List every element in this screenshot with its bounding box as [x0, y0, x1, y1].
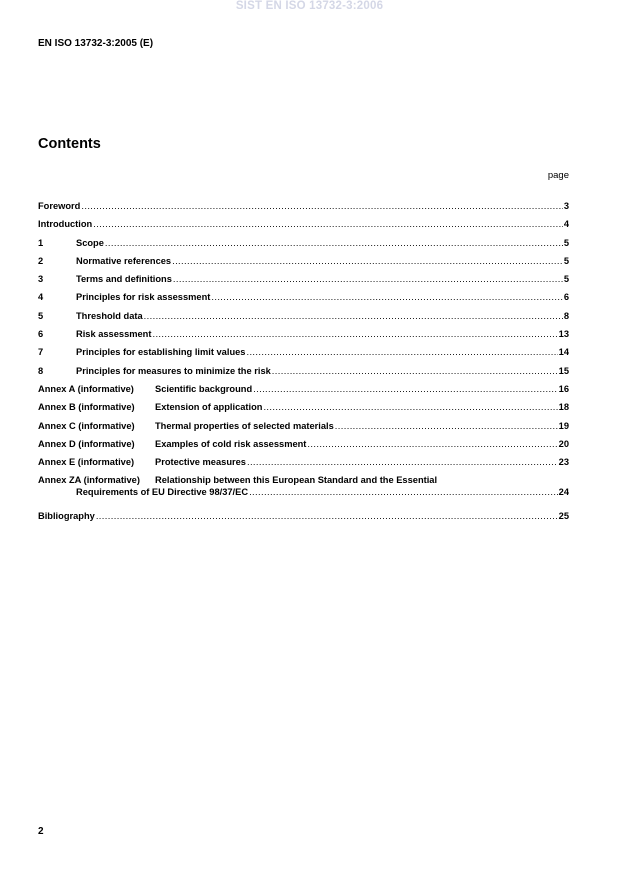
toc-section-number: 1 [38, 237, 44, 248]
toc-section-number: 5 [38, 310, 44, 321]
toc-page-number: 19 [558, 420, 569, 431]
toc-title: Extension of application [155, 402, 263, 413]
toc-leader-dots [307, 439, 557, 449]
toc-page-number: 15 [558, 365, 569, 376]
toc-page-number: 14 [558, 347, 569, 358]
toc-leader-dots [173, 274, 563, 284]
toc-entry-annex-d[interactable] [38, 439, 569, 457]
toc-page-number: 23 [558, 457, 569, 468]
toc-entry-normative-references[interactable] [38, 256, 569, 274]
toc-annex-label: Annex A (informative) [38, 383, 134, 394]
toc-title: Bibliography [38, 511, 95, 522]
toc-leader-dots [93, 219, 563, 229]
toc-entry-scope[interactable] [38, 238, 569, 256]
toc-section-number: 3 [38, 274, 44, 285]
toc-title: Examples of cold risk assessment [155, 438, 307, 449]
toc-entry-annex-a[interactable] [38, 384, 569, 402]
toc-entry-limit-values[interactable] [38, 347, 569, 365]
toc-page-number: 5 [563, 237, 569, 248]
toc-page-number: 18 [558, 402, 569, 413]
toc-section-number: 6 [38, 329, 44, 340]
toc-annex-label: Annex D (informative) [38, 438, 135, 449]
toc-annex-label: Annex B (informative) [38, 402, 135, 413]
toc-annex-label: Annex E (informative) [38, 457, 135, 468]
toc-entry-terms-definitions[interactable] [38, 274, 569, 292]
toc-annex-label: Annex C (informative) [38, 420, 135, 431]
toc-leader-dots [172, 256, 563, 266]
toc-title: Risk assessment [76, 329, 152, 340]
toc-title: Relationship between this European Standard and the Essential [155, 475, 438, 486]
toc-title-continuation: Requirements of EU Directive 98/37/EC [76, 487, 249, 498]
watermark: SIST EN ISO 13732-3:2006 [235, 0, 384, 12]
toc-entry-annex-e[interactable] [38, 457, 569, 475]
toc-leader-dots [81, 201, 562, 211]
table-of-contents [38, 201, 569, 530]
toc-section-number: 2 [38, 255, 44, 266]
toc-leader-dots [152, 329, 557, 339]
toc-leader-dots [253, 384, 558, 394]
toc-leader-dots [247, 457, 558, 467]
toc-leader-dots [272, 366, 558, 376]
toc-leader-dots [105, 238, 563, 248]
page-column-label: page [547, 170, 569, 181]
toc-title: Threshold data [76, 310, 143, 321]
toc-title: Principles for measures to minimize the risk [76, 365, 271, 376]
toc-section-number: 8 [38, 365, 44, 376]
toc-page-number: 6 [563, 292, 569, 303]
toc-entry-foreword[interactable] [38, 201, 569, 219]
toc-page-number: 20 [558, 438, 569, 449]
toc-title: Foreword [38, 201, 81, 211]
toc-entry-annex-b[interactable] [38, 402, 569, 420]
toc-entry-minimize-risk[interactable] [38, 366, 569, 384]
toc-section-number: 4 [38, 292, 44, 303]
page-number: 2 [38, 826, 44, 837]
toc-entry-risk-assessment-principles[interactable] [38, 292, 569, 310]
toc-page-number: 3 [563, 201, 569, 211]
toc-entry-introduction[interactable] [38, 219, 569, 237]
toc-page-number: 25 [558, 511, 569, 522]
toc-page-number: 13 [558, 329, 569, 340]
toc-title: Normative references [76, 255, 172, 266]
toc-leader-dots [96, 511, 558, 521]
toc-title: Principles for risk assessment [76, 292, 211, 303]
toc-title: Terms and definitions [76, 274, 172, 285]
toc-entry-annex-c[interactable] [38, 421, 569, 439]
toc-leader-dots [263, 402, 557, 412]
toc-title: Introduction [38, 219, 93, 230]
contents-heading: Contents [38, 136, 101, 152]
toc-page-number: 16 [558, 383, 569, 394]
toc-title: Principles for establishing limit values [76, 347, 246, 358]
toc-leader-dots [335, 421, 558, 431]
toc-entry-risk-assessment[interactable] [38, 329, 569, 347]
toc-title: Scope [76, 237, 104, 248]
toc-page-number: 24 [558, 487, 569, 498]
toc-page-number: 8 [563, 310, 569, 321]
toc-page-number: 5 [563, 274, 569, 285]
toc-title: Scientific background [155, 383, 253, 394]
toc-page-number: 4 [563, 219, 569, 230]
toc-entry-bibliography[interactable] [38, 511, 569, 529]
toc-entry-threshold-data[interactable] [38, 311, 569, 329]
toc-leader-dots [246, 347, 557, 357]
toc-annex-label: Annex ZA (informative) [38, 475, 140, 486]
toc-page-number: 5 [563, 255, 569, 266]
toc-title: Protective measures [155, 457, 246, 468]
toc-entry-annex-za[interactable] [38, 475, 569, 511]
toc-leader-dots [249, 487, 558, 497]
toc-section-number: 7 [38, 347, 44, 358]
toc-title: Thermal properties of selected materials [155, 420, 334, 431]
document-id: EN ISO 13732-3:2005 (E) [38, 38, 154, 49]
toc-leader-dots [211, 292, 562, 302]
toc-leader-dots [144, 311, 563, 321]
